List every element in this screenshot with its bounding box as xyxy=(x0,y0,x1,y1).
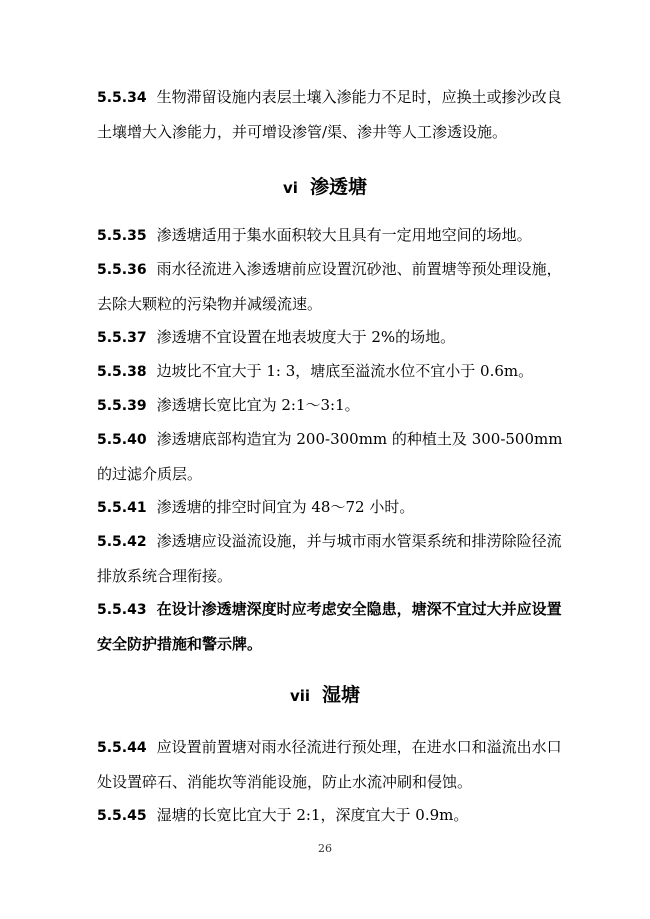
clause-text: 湿塘的长宽比宜大于 2:1，深度宜大于 0.9m。 xyxy=(156,806,469,824)
clause-number: 5.5.37 xyxy=(97,330,147,346)
clause-text: 生物滞留设施内表层土壤入渗能力不足时，应换土或掺沙改良土壤增大入渗能力，并可增设渗管/渠、渗井等人工渗透设施。 xyxy=(97,88,562,141)
section-roman-numeral: vii xyxy=(289,687,311,705)
clause-text: 渗透塘的排空时间宜为 48～72 小时。 xyxy=(156,498,415,516)
clause-text: 在设计渗透塘深度时应考虑安全隐患，塘深不宜过大并应设置安全防护措施和警示牌。 xyxy=(97,600,562,653)
clause-number: 5.5.38 xyxy=(97,364,147,380)
section-heading-wet-pond xyxy=(0,680,650,707)
clause-number: 5.5.41 xyxy=(97,500,147,516)
clause-text: 渗透塘不宜设置在地表坡度大于 2%的场地。 xyxy=(156,328,456,346)
clause-5-5-43 xyxy=(97,592,573,661)
clause-5-5-45 xyxy=(97,798,573,833)
clause-number: 5.5.43 xyxy=(97,602,147,618)
clause-number: 5.5.34 xyxy=(97,90,147,106)
clause-5-5-36 xyxy=(97,252,573,321)
clause-number: 5.5.36 xyxy=(97,262,147,278)
clause-5-5-41 xyxy=(97,490,573,525)
section-title: 渗透塘 xyxy=(309,176,367,198)
section-title: 湿塘 xyxy=(322,684,361,706)
section-heading-infiltration-pond xyxy=(0,172,650,199)
section-roman-numeral: vi xyxy=(283,179,298,197)
clause-5-5-38 xyxy=(97,354,573,389)
clause-text: 雨水径流进入渗透塘前应设置沉砂池、前置塘等预处理设施，去除大颗粒的污染物并减缓流速。 xyxy=(97,260,562,313)
clause-number: 5.5.39 xyxy=(97,398,147,414)
clause-text: 应设置前置塘对雨水径流进行预处理，在进水口和溢流出水口处设置碎石、消能坎等消能设施，防止水流冲刷和侵蚀。 xyxy=(97,738,562,791)
clause-5-5-35 xyxy=(97,218,573,253)
clause-number: 5.5.35 xyxy=(97,228,147,244)
clause-5-5-34 xyxy=(97,80,573,149)
clause-text: 渗透塘底部构造宜为 200-300mm 的种植土及 300-500mm 的过滤介质层。 xyxy=(97,430,563,483)
clause-number: 5.5.44 xyxy=(97,740,147,756)
clause-text: 边坡比不宜大于 1: 3，塘底至溢流水位不宜小于 0.6m。 xyxy=(156,362,534,380)
clause-text: 渗透塘适用于集水面积较大且具有一定用地空间的场地。 xyxy=(156,226,532,244)
clause-number: 5.5.45 xyxy=(97,808,147,824)
clause-5-5-44 xyxy=(97,730,573,799)
clause-5-5-37 xyxy=(97,320,573,355)
clause-number: 5.5.40 xyxy=(97,432,147,448)
clause-text: 渗透塘长宽比宜为 2:1～3:1。 xyxy=(156,396,360,414)
page-number: 26 xyxy=(318,842,332,855)
clause-number: 5.5.42 xyxy=(97,534,147,550)
clause-text: 渗透塘应设溢流设施，并与城市雨水管渠系统和排涝除险径流排放系统合理衔接。 xyxy=(97,532,562,585)
clause-5-5-40 xyxy=(97,422,573,491)
clause-5-5-42 xyxy=(97,524,573,593)
clause-5-5-39 xyxy=(97,388,573,423)
